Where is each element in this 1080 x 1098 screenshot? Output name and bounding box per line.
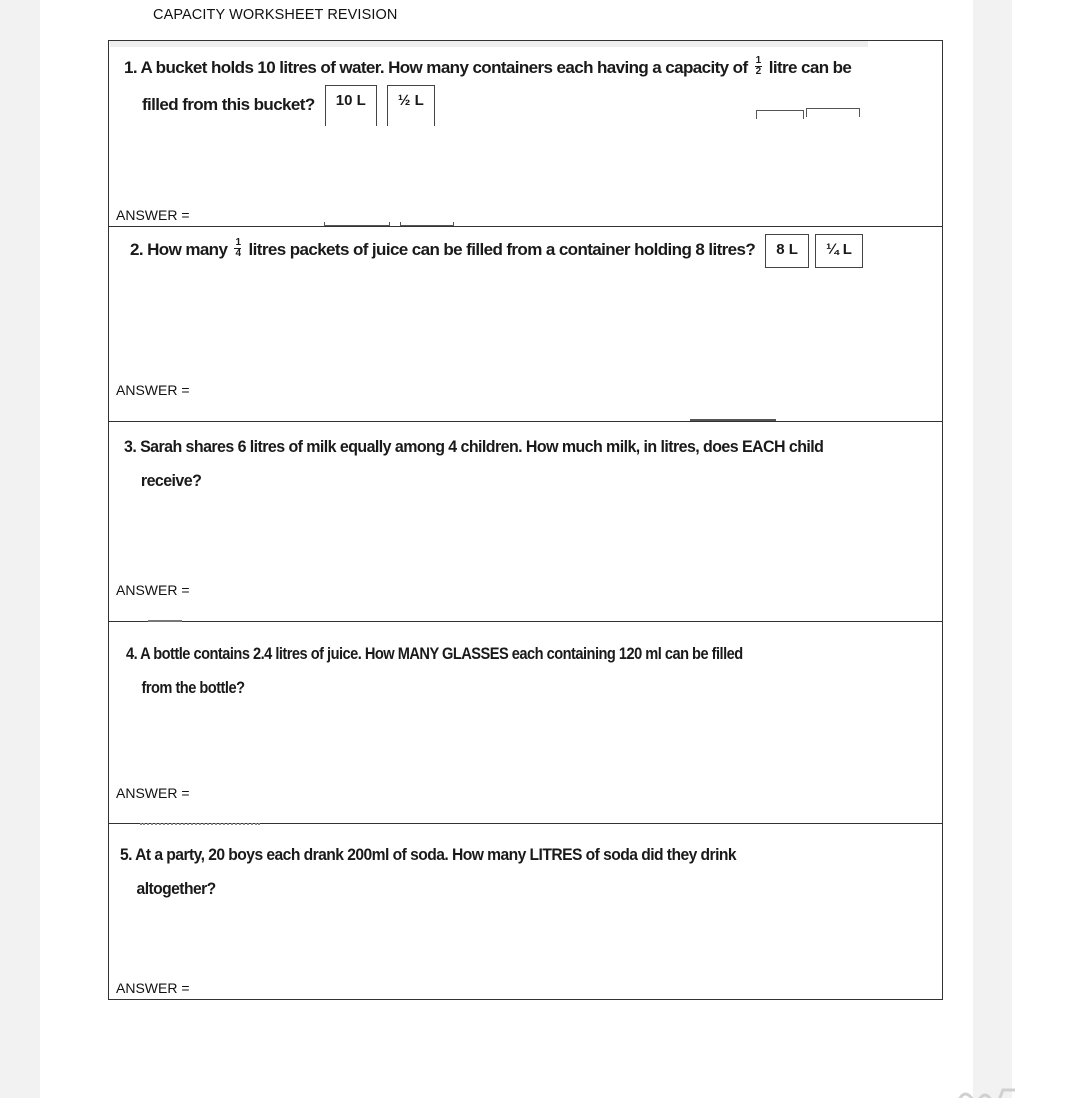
question-text-continuation: from the bottle? (141, 678, 245, 697)
question-4 (126, 637, 743, 705)
question-2 (130, 233, 863, 268)
row-divider (108, 226, 942, 227)
page-title: CAPACITY WORKSHEET REVISION (153, 7, 398, 23)
row-divider (108, 421, 942, 422)
question-text-line2 (124, 85, 851, 126)
scan-fragment (400, 222, 454, 226)
question-text-continuation: altogether? (136, 879, 216, 898)
fraction (755, 56, 762, 77)
question-number: 5. (120, 845, 132, 864)
question-number: 2. (130, 240, 143, 259)
quantity-chip: ¼ L (815, 234, 863, 268)
question-text-end: litre can be (768, 58, 852, 77)
scan-shadow (110, 41, 868, 47)
question-text-end: of soda did they drink (585, 845, 737, 864)
scan-fragment (140, 823, 260, 825)
question-text: A bucket holds 10 litres of water. How many containers each having a capacity of (140, 58, 748, 77)
question-number: 3. (124, 437, 137, 456)
question-text: Sarah shares 6 litres of milk equally among 4 children. How much milk, in litres, does (140, 437, 739, 456)
question-text-end: litres packets of juice can be filled from a container holding 8 litres? (248, 240, 756, 259)
quantity-chip: 10 L (325, 85, 377, 126)
quantity-chip: ½ L (387, 85, 435, 126)
question-number: 1. (124, 58, 137, 77)
question-number: 4. (126, 644, 138, 663)
watermark-logo-icon (955, 1084, 1025, 1098)
question-text-end: each containing 120 ml can be filled (511, 644, 743, 663)
question-emphasis: EACH (741, 437, 785, 456)
question-text-end: child (788, 437, 824, 456)
question-5 (120, 838, 736, 906)
question-emphasis: MANY GLASSES (397, 644, 509, 663)
scan-fragment (148, 620, 182, 622)
question-text: A bottle contains 2.4 litres of juice. How (140, 644, 395, 663)
question-text: How many (147, 240, 228, 259)
question-text-continuation: filled from this bucket? (142, 94, 315, 114)
fraction-denominator: 4 (235, 248, 241, 260)
viewer-gutter (1012, 0, 1080, 1098)
fraction-numerator: 1 (235, 237, 241, 249)
question-text-continuation: receive? (140, 471, 202, 490)
scan-fragment (690, 419, 776, 421)
quantity-chip: 8 L (765, 234, 809, 268)
document-page (40, 0, 973, 1098)
question-text: At a party, 20 boys each drank 200ml of soda. How many (135, 845, 526, 864)
answer-label: ANSWER = (116, 785, 190, 801)
answer-label: ANSWER = (116, 980, 190, 996)
answer-label: ANSWER = (116, 582, 190, 598)
answer-label: ANSWER = (116, 382, 190, 398)
fraction-denominator: 2 (755, 66, 761, 78)
question-emphasis: LITRES (529, 845, 582, 864)
question-1 (124, 51, 851, 126)
row-divider (108, 621, 942, 622)
answer-label: ANSWER = (116, 207, 190, 223)
fraction-numerator: 1 (755, 55, 761, 67)
question-3 (124, 430, 823, 498)
scan-fragment (324, 222, 390, 226)
fraction (234, 238, 241, 259)
